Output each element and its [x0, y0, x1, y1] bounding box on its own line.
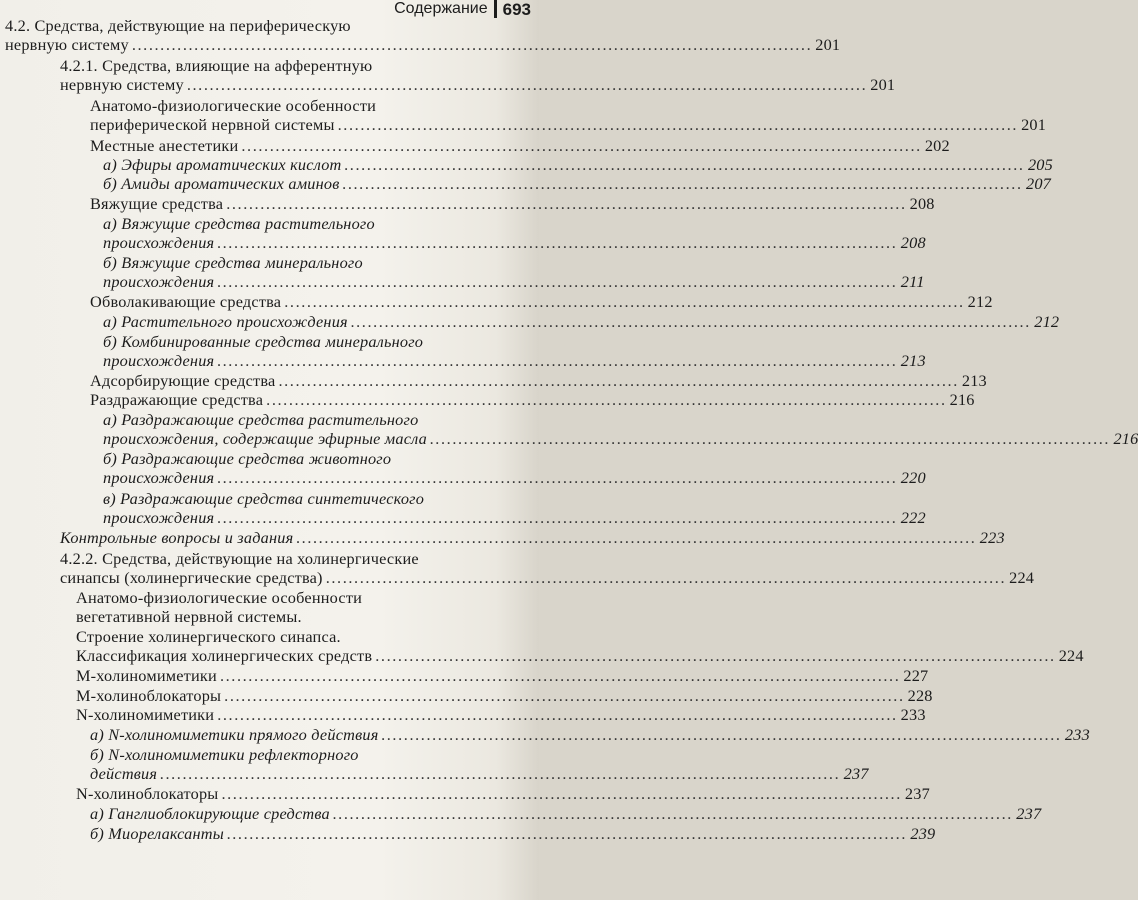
header-title: Содержание: [394, 0, 488, 17]
toc-entry-last-line: [103, 468, 926, 488]
toc-entry: [103, 253, 925, 292]
toc-entry-title: а) Ганглиоблокирующие средства: [90, 804, 330, 823]
dot-leader: ........................................................................................................................: [266, 390, 947, 409]
toc-entry: [60, 56, 896, 95]
toc-entry-last-line: [90, 194, 935, 213]
toc-entry-title: Классификация холинергических средств: [76, 646, 373, 665]
toc-entry-last-line: [90, 725, 1090, 744]
toc-page-number: 216: [1113, 429, 1138, 449]
toc-entry-title: нервную систему: [60, 75, 184, 95]
toc-entry: [76, 686, 933, 705]
dot-leader: ........................................................................................................................: [221, 784, 902, 803]
toc-entry-last-line: [103, 233, 926, 253]
toc-entry-title: а) Раздражающие средства растительного: [103, 410, 419, 429]
toc-page-number: 208: [909, 194, 935, 213]
toc-entry-last-line: [103, 155, 1053, 174]
toc-entry-last-line: [5, 35, 841, 55]
dot-leader: ........................................................................................................................: [217, 272, 898, 292]
toc-entry-last-line: [90, 390, 975, 409]
toc-entry-last-line: [90, 764, 869, 784]
toc-entry: [103, 312, 1060, 331]
toc-entry: [90, 725, 1090, 744]
toc-entry-title: б) Амиды ароматических аминов: [103, 174, 340, 193]
toc-entry-last-line: [90, 371, 987, 390]
dot-leader: ........................................................................................................................: [131, 35, 813, 55]
toc-entry: [103, 214, 926, 253]
toc-entry-title: а) Вяжущие средства растительного: [103, 214, 375, 233]
toc-entry-title: N-холиномиметики: [76, 705, 215, 724]
toc-page-number: 223: [979, 528, 1005, 547]
toc-page-number: 213: [900, 351, 926, 371]
toc-page-number: 224: [1009, 568, 1035, 588]
dot-leader: ........................................................................................................................: [217, 468, 898, 488]
toc-entry-title: М-холиномиметики: [76, 666, 217, 685]
toc-page-number: 239: [910, 824, 936, 843]
toc-page-number: 202: [924, 136, 950, 155]
toc-entry-title: б) Вяжущие средства минерального: [103, 253, 363, 272]
toc-entry: [90, 292, 993, 311]
toc-entry-last-line: [90, 292, 993, 311]
toc-entry-title: в) Раздражающие средства синтетического: [103, 489, 425, 508]
dot-leader: ........................................................................................................................: [350, 312, 1032, 331]
toc-entry-last-line: [60, 75, 896, 95]
toc-entry-title: действия: [90, 764, 158, 784]
toc-entry-title: Анатомо-физиологические особенности: [90, 96, 377, 115]
toc-entry: [76, 666, 929, 685]
dot-leader: ........................................................................................................................: [430, 429, 1111, 449]
toc-entry-title: 4.2. Средства, действующие на периферическую: [5, 16, 351, 35]
toc-entry-last-line: [90, 136, 950, 155]
toc-entry-title: 4.2.1. Средства, влияющие на афферентную: [60, 56, 373, 75]
toc-entry: [90, 804, 1042, 823]
toc-entry-last-line: [76, 646, 1084, 665]
toc-entry-title: б) Миорелаксанты: [90, 824, 224, 843]
dot-leader: ........................................................................................................................: [381, 725, 1062, 744]
toc-entry: [76, 646, 1084, 665]
toc-entry-title: Обволакивающие средства: [90, 292, 282, 311]
toc-page-number: 201: [1021, 115, 1047, 135]
toc-entry-last-line: [90, 804, 1042, 823]
toc-entry-last-line: [103, 429, 1138, 449]
header-page-number: 693: [502, 0, 531, 19]
dot-leader: ........................................................................................................................: [217, 351, 898, 371]
toc-entry-title: б) Комбинированные средства минерального: [103, 332, 424, 351]
toc-entry-last-line: [90, 115, 1047, 135]
dot-leader: ........................................................................................................................: [325, 568, 1007, 588]
toc-entry: [60, 549, 1035, 588]
toc-entry: [90, 371, 987, 390]
dot-leader: ........................................................................................................................: [219, 666, 901, 685]
toc-page-number: 233: [900, 705, 926, 724]
toc-entry-title: б) Раздражающие средства животного: [103, 449, 392, 468]
toc-page-number: 208: [900, 233, 926, 253]
toc-page-number: 237: [843, 764, 869, 784]
dot-leader: ........................................................................................................................: [160, 764, 841, 784]
toc-page-number: 207: [1025, 174, 1052, 193]
toc-entry-last-line: [103, 272, 925, 292]
toc-entry-last-line: [76, 784, 930, 803]
toc-entry: [103, 449, 926, 488]
toc-entry-last-line: [103, 312, 1060, 331]
dot-leader: ........................................................................................................................: [375, 646, 1056, 665]
toc-entry-last-line: [76, 686, 933, 705]
toc-entry-title: М-холиноблокаторы: [76, 686, 222, 705]
toc-entry: [90, 745, 869, 784]
toc-entry-title: Местные анестетики: [90, 136, 239, 155]
dot-leader: ........................................................................................................................: [217, 508, 898, 528]
toc-entry: [103, 174, 1052, 193]
dot-leader: ........................................................................................................................: [337, 115, 1019, 135]
toc-entry-title: а) Растительного происхождения: [103, 312, 348, 331]
toc-entry-last-line: [60, 528, 1005, 547]
toc-entry-title: происхождения: [103, 508, 215, 528]
dot-leader: ........................................................................................................................: [217, 233, 898, 253]
toc-page-number: 237: [1016, 804, 1042, 823]
toc-entry-title: происхождения: [103, 468, 215, 488]
toc-entry-last-line: [76, 705, 926, 724]
toc-page-number: 201: [870, 75, 896, 95]
toc-entry: [103, 332, 926, 371]
toc-entry: [90, 194, 935, 213]
toc-entry: [60, 528, 1005, 547]
toc-page-number: 233: [1064, 725, 1090, 744]
toc-entry-title: б) N-холиномиметики рефлекторного: [90, 745, 359, 764]
toc-page-number: 237: [904, 784, 930, 803]
toc-entry-last-line: [103, 174, 1052, 193]
toc-entry: [90, 390, 975, 409]
toc-page-number: 213: [961, 371, 987, 390]
toc-page-number: 205: [1027, 155, 1053, 174]
dot-leader: ........................................................................................................................: [344, 155, 1025, 174]
toc-entry-last-line: [60, 568, 1035, 588]
dot-leader: ........................................................................................................................: [332, 804, 1014, 823]
toc-entry-title: происхождения: [103, 351, 215, 371]
toc-entry: [90, 136, 950, 155]
dot-leader: ........................................................................................................................: [241, 136, 922, 155]
toc-entry: [76, 784, 930, 803]
toc-entry-title: периферической нервной системы: [90, 115, 335, 135]
toc-entry-title: Строение холинергического синапса.: [76, 626, 341, 646]
toc-entry-title: N-холиноблокаторы: [76, 784, 219, 803]
toc-entry: [76, 588, 531, 646]
toc-page-number: 211: [900, 272, 925, 292]
toc-entry-title: происхождения: [103, 272, 215, 292]
toc-page-number: 201: [815, 35, 841, 55]
toc-entry-last-line: [76, 666, 929, 685]
toc-page-number: 228: [907, 686, 933, 705]
dot-leader: ........................................................................................................................: [284, 292, 965, 311]
toc-entry-title: нервную систему: [5, 35, 129, 55]
toc-entry-title: Анатомо-физиологические особенности: [76, 588, 363, 607]
toc-entry: [103, 489, 926, 528]
dot-leader: ........................................................................................................................: [226, 824, 908, 843]
toc-entry: [90, 96, 1047, 135]
toc-entry: [90, 824, 936, 843]
toc-entry: [76, 705, 926, 724]
toc-entry-title: происхождения: [103, 233, 215, 253]
dot-leader: ........................................................................................................................: [217, 705, 898, 724]
dot-leader: ........................................................................................................................: [226, 194, 907, 213]
toc-entry-title: а) N-холиномиметики прямого действия: [90, 725, 379, 744]
toc-page-number: 212: [1034, 312, 1060, 331]
toc-entry-title: вегетативной нервной системы.: [76, 607, 302, 627]
dot-leader: ........................................................................................................................: [278, 371, 959, 390]
dot-leader: ........................................................................................................................: [186, 75, 868, 95]
dot-leader: ........................................................................................................................: [296, 528, 977, 547]
toc-page-number: 222: [900, 508, 926, 528]
toc-entry-title: Вяжущие средства: [90, 194, 224, 213]
toc-entry: [5, 16, 841, 55]
toc-page-number: 212: [967, 292, 993, 311]
toc-page-number: 216: [949, 390, 975, 409]
toc-entry-title: происхождения, содержащие эфирные масла: [103, 429, 428, 449]
toc-entry: [103, 155, 1053, 174]
toc-entry-title: Контрольные вопросы и задания: [60, 528, 294, 547]
toc-entry: [103, 410, 1138, 449]
dot-leader: ........................................................................................................................: [224, 686, 905, 705]
toc-entry-title: Адсорбирующие средства: [90, 371, 276, 390]
toc-entry-title: 4.2.2. Средства, действующие на холинергические: [60, 549, 419, 568]
dot-leader: ........................................................................................................................: [342, 174, 1023, 193]
toc-entry-title: Раздражающие средства: [90, 390, 264, 409]
toc-page-number: 227: [903, 666, 929, 685]
toc-page-number: 224: [1058, 646, 1084, 665]
toc-entry-last-line: [103, 508, 926, 528]
toc-entry-title: а) Эфиры ароматических кислот: [103, 155, 342, 174]
toc-entry-last-line: [90, 824, 936, 843]
toc-page-number: 220: [900, 468, 926, 488]
toc-entry-last-line: [103, 351, 926, 371]
toc-entry-title: синапсы (холинергические средства): [60, 568, 323, 588]
